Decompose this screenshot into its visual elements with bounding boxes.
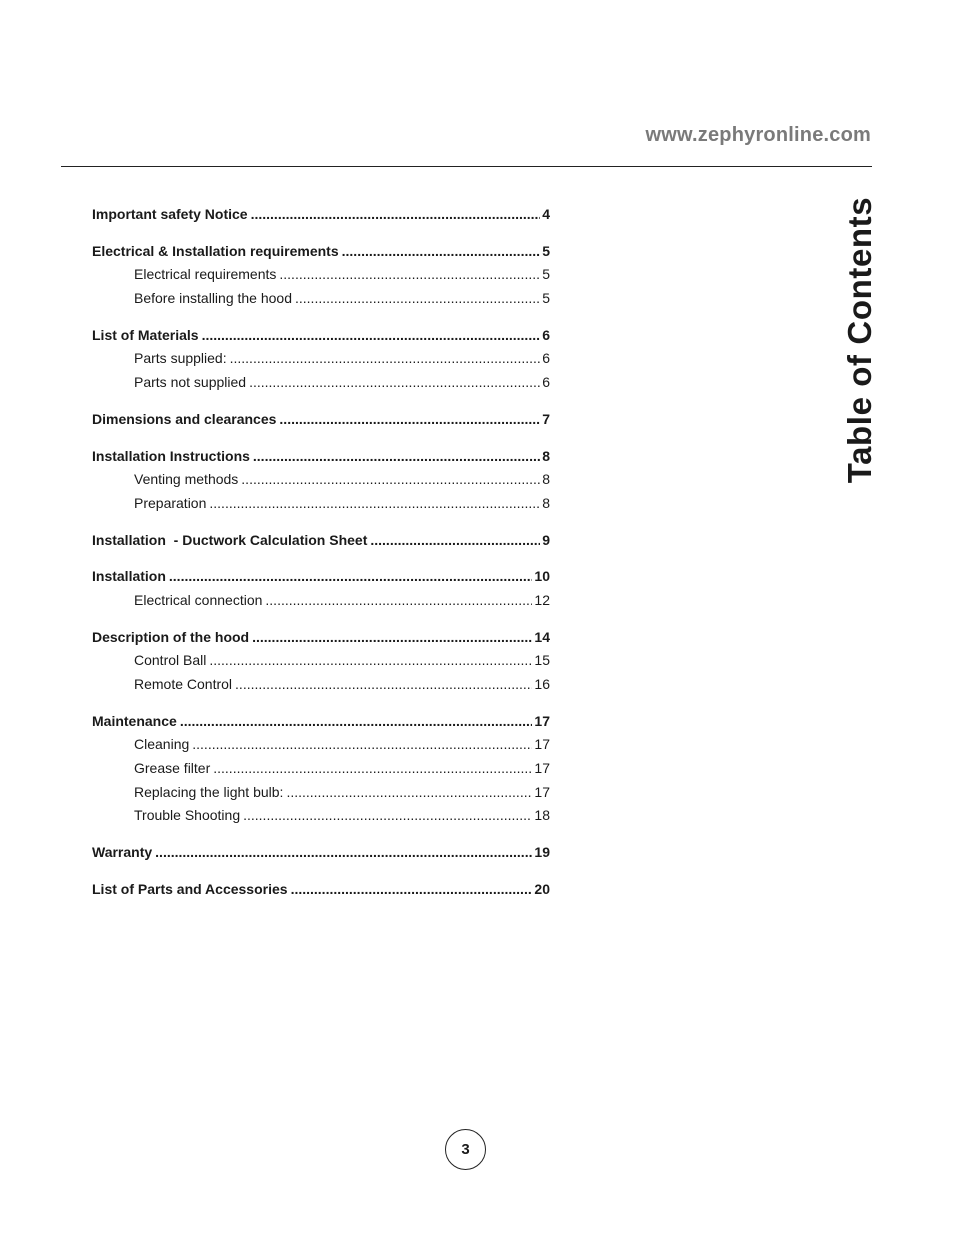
toc-section-page-number: 14 — [534, 628, 550, 645]
toc-subsection-title: Parts not supplied — [134, 374, 247, 391]
toc-subsection-entry[interactable] — [92, 288, 550, 312]
toc-subsection-entry[interactable] — [92, 758, 550, 782]
header-divider — [61, 166, 872, 167]
dot-leader — [253, 446, 540, 466]
toc-subsection-title: Replacing the light bulb: — [134, 783, 284, 800]
toc-section-entry[interactable] — [92, 241, 550, 265]
page-number-badge — [445, 1129, 486, 1170]
toc-subsection-page-number: 16 — [534, 676, 550, 692]
toc-section — [92, 627, 550, 698]
toc-section-title: Dimensions and clearances — [92, 410, 277, 427]
toc-subsection-page-number: 12 — [534, 591, 550, 608]
toc-subsection-page-number: 6 — [542, 374, 550, 391]
toc-subsection-entry[interactable] — [92, 674, 550, 698]
toc-subsection-page-number: 5 — [542, 290, 550, 307]
toc-subsection-title: Parts supplied: — [134, 350, 227, 367]
toc-subsection-entry[interactable] — [92, 650, 550, 674]
toc-subsection-entry[interactable] — [92, 590, 550, 614]
toc-section-page-number: 10 — [534, 568, 550, 585]
dot-leader — [251, 204, 541, 224]
toc-section-entry[interactable] — [92, 627, 550, 651]
toc-subsection-title: Control Ball — [134, 652, 207, 669]
toc-section-page-number: 6 — [542, 326, 550, 343]
toc-section — [92, 409, 550, 433]
dot-leader — [265, 590, 532, 610]
toc-section-entry[interactable] — [92, 879, 550, 903]
dot-leader — [252, 627, 532, 647]
toc-section-entry[interactable] — [92, 566, 550, 590]
toc-subsection-entry[interactable] — [92, 348, 550, 372]
toc-section — [92, 446, 550, 517]
toc-subsection-entry[interactable] — [92, 493, 550, 517]
toc-subsection-title: Trouble Shooting — [134, 807, 241, 824]
dot-leader — [213, 758, 532, 778]
dot-leader — [209, 493, 540, 513]
toc-section-title: Important safety Notice — [92, 206, 248, 222]
toc-section-title: Installation - Ductwork Calculation Sheet — [92, 531, 368, 548]
dot-leader — [342, 241, 541, 261]
dot-leader — [192, 734, 532, 754]
toc-subsection-title: Electrical connection — [134, 591, 263, 608]
toc-subsection-entry[interactable] — [92, 805, 550, 829]
toc-subsection-page-number: 17 — [534, 783, 550, 800]
toc-section-title: Electrical & Installation requirements — [92, 242, 339, 259]
toc-section — [92, 241, 550, 312]
dot-leader — [235, 674, 532, 694]
toc-section-entry[interactable] — [92, 711, 550, 735]
toc-section-title: List of Materials — [92, 326, 199, 343]
toc-subsection-entry[interactable] — [92, 469, 550, 493]
toc-section-page-number: 17 — [534, 712, 550, 729]
toc-section-page-number: 8 — [542, 447, 550, 464]
toc-subsection-page-number: 8 — [542, 471, 550, 488]
toc-section — [92, 711, 550, 829]
toc-subsection-title: Electrical requirements — [134, 266, 277, 283]
toc-section — [92, 204, 550, 228]
side-title: Table of Contents — [841, 196, 878, 484]
toc-subsection-page-number: 17 — [534, 760, 550, 777]
dot-leader — [286, 782, 532, 802]
dot-leader — [180, 711, 533, 731]
toc-section-entry[interactable] — [92, 204, 550, 228]
toc-subsection-page-number: 6 — [542, 350, 550, 367]
toc-section-entry[interactable] — [92, 409, 550, 433]
toc-section — [92, 325, 550, 396]
dot-leader — [202, 325, 541, 345]
toc-section-entry[interactable] — [92, 842, 550, 866]
toc-subsection-title: Before installing the hood — [134, 290, 292, 307]
toc-section-title: Maintenance — [92, 712, 177, 729]
toc-subsection-entry[interactable] — [92, 734, 550, 758]
dot-leader — [209, 650, 532, 670]
toc-subsection-title: Cleaning — [134, 736, 190, 753]
toc-section-page-number: 5 — [542, 242, 550, 259]
dot-leader — [291, 879, 533, 899]
toc-subsection-entry[interactable] — [92, 372, 550, 396]
toc-subsection-page-number: 15 — [534, 652, 550, 669]
dot-leader — [279, 409, 540, 429]
dot-leader — [241, 469, 540, 489]
dot-leader — [243, 805, 532, 825]
toc-section-title: Installation Instructions — [92, 447, 250, 464]
toc-section-title: Installation — [92, 568, 166, 585]
toc-section — [92, 879, 550, 903]
toc-section-entry[interactable] — [92, 446, 550, 470]
dot-leader — [295, 288, 540, 308]
dot-leader — [370, 530, 540, 550]
toc-section — [92, 566, 550, 613]
toc-subsection-title: Venting methods — [134, 471, 239, 488]
toc-subsection-title: Remote Control — [134, 676, 233, 692]
page-number: 3 — [461, 1141, 470, 1158]
toc-subsection-title: Preparation — [134, 494, 207, 511]
dot-leader — [155, 842, 532, 862]
toc-subsection-page-number: 18 — [534, 807, 550, 824]
dot-leader — [230, 348, 541, 368]
dot-leader — [249, 372, 540, 392]
toc-section-title: Description of the hood — [92, 628, 250, 645]
toc-subsection-entry[interactable] — [92, 782, 550, 806]
toc-section — [92, 530, 550, 554]
toc-section-title: List of Parts and Accessories — [92, 880, 288, 897]
toc-section-page-number: 19 — [534, 844, 550, 861]
toc-section-entry[interactable] — [92, 325, 550, 349]
dot-leader — [169, 566, 533, 586]
toc-subsection-title: Grease filter — [134, 760, 211, 777]
toc-section-page-number: 20 — [534, 880, 550, 897]
toc-subsection-page-number: 8 — [542, 494, 550, 511]
website-url: www.zephyronline.com — [645, 124, 871, 146]
toc-section-title: Warranty — [92, 844, 153, 861]
toc-subsection-entry[interactable] — [92, 264, 550, 288]
toc-section-entry[interactable] — [92, 530, 550, 554]
toc-subsection-page-number: 5 — [542, 266, 550, 283]
dot-leader — [279, 264, 540, 284]
toc-subsection-page-number: 17 — [534, 736, 550, 753]
toc-section-page-number: 4 — [542, 206, 550, 222]
toc-section-page-number: 7 — [542, 410, 550, 427]
toc-section — [92, 842, 550, 866]
table-of-contents — [92, 204, 550, 916]
toc-section-page-number: 9 — [542, 531, 550, 548]
